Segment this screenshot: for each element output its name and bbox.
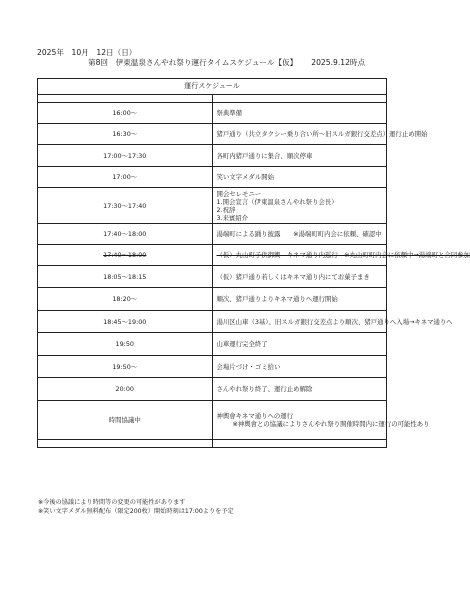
row-content xyxy=(212,224,387,245)
schedule-row xyxy=(38,356,387,378)
schedule-date: 2025年 10月 12日（日） xyxy=(37,48,137,57)
row-content xyxy=(212,288,387,311)
row-time: 17:30～17:40 xyxy=(38,188,213,224)
row-line: 2.祝辞 xyxy=(216,205,236,214)
schedule-row xyxy=(38,224,387,245)
note-item: ※笑い文字メダル無料配布（限定200枚）開始時刻は17:00よりを予定 xyxy=(38,508,234,515)
row-content xyxy=(212,333,387,356)
schedule-row xyxy=(38,378,387,401)
row-time: 16:00～ xyxy=(38,103,213,124)
row-line: 湯端町による踊り披露 ※湯端町町内会に依頼、確認中 xyxy=(216,230,382,238)
row-content xyxy=(212,103,387,124)
spacer-cell xyxy=(38,440,213,448)
spacer-cell xyxy=(212,95,387,103)
row-line: 湯川区山車（3基）、旧スルガ銀行交差点より順次、猪戸通りへ入場→キネマ通りへ xyxy=(216,317,453,326)
row-time: 18:20～ xyxy=(38,288,213,311)
note-item: ※今後の協議により時間等の変更の可能性があります xyxy=(38,499,186,506)
row-line: 笑い文字メダル開始 xyxy=(216,173,275,181)
row-content xyxy=(212,124,428,145)
row-line: 各町内猪戸通りに集合、順次停車 xyxy=(216,151,313,160)
spacer-row xyxy=(38,95,387,103)
row-content xyxy=(212,145,387,167)
row-time: 20:00 xyxy=(38,378,213,401)
schedule-row xyxy=(38,288,387,311)
row-content xyxy=(212,188,387,224)
table-heading: 運行スケジュール xyxy=(38,79,387,95)
row-line: 猪戸通り（共立タクシー乗り合い所～旧スルガ銀行交差点）運行止め開始 xyxy=(216,130,428,138)
schedule-table xyxy=(37,78,470,448)
schedule-row xyxy=(38,124,387,145)
row-line: さんやれ祭り終了、運行止め解除 xyxy=(216,385,313,393)
document-title xyxy=(88,57,365,68)
row-line: ※神輿會との協議によりさんやれ祭り開催時間内に運行の可能性あり xyxy=(232,420,430,428)
schedule-row xyxy=(38,266,387,288)
row-content xyxy=(212,167,387,188)
row-time: 18:45～19:00 xyxy=(38,311,213,333)
row-line: 3.来賓紹介 xyxy=(216,213,249,222)
row-content xyxy=(212,378,387,401)
updated-date: 2025.9.12時点 xyxy=(311,58,366,67)
row-time: 時間協議中 xyxy=(38,401,213,440)
row-line: （仮）猪戸通り若しくはキネマ通り内にてお菓子まき xyxy=(216,272,370,281)
spacer-cell xyxy=(38,95,213,103)
title-text: 第8回 伊東温泉さんやれ祭り運行タイムスケジュール【仮】 xyxy=(88,58,298,67)
row-line: 山車運行完全終了 xyxy=(216,340,268,348)
schedule-row xyxy=(38,401,387,440)
row-time: 17:40～18:00 xyxy=(38,224,213,245)
row-time: 17:40～18:00 xyxy=(38,245,213,266)
schedule-row xyxy=(38,311,387,333)
row-content xyxy=(212,245,470,266)
row-line: （仮）丸山町子供御輿 キネマ通り内巡行 ※丸山町町内会に依頼中→湯端町と合同参加 xyxy=(216,251,470,259)
row-line: 神輿會キネマ通りへの運行 xyxy=(216,412,294,420)
row-time: 17:00～ xyxy=(38,167,213,188)
spacer-row xyxy=(38,440,387,448)
row-line: 祭典準備 xyxy=(216,109,243,117)
row-content xyxy=(212,266,387,288)
row-time: 17:00～17:30 xyxy=(38,145,213,167)
row-line: 開会セレモニー xyxy=(216,189,262,198)
schedule-row xyxy=(38,188,387,224)
row-time: 16:30～ xyxy=(38,124,213,145)
row-content xyxy=(212,401,430,440)
table-heading-row xyxy=(38,79,387,95)
schedule-row xyxy=(38,167,387,188)
schedule-row xyxy=(38,333,387,356)
row-time: 19:50 xyxy=(38,333,213,356)
row-line: 1.開会宣言（伊東温泉さんやれ祭り会長） xyxy=(216,197,338,206)
row-time: 19:50～ xyxy=(38,356,213,378)
row-content xyxy=(212,311,453,333)
row-line: 順次、猪戸通りよりキネマ通りへ運行開始 xyxy=(216,295,338,303)
schedule-row xyxy=(38,245,387,266)
schedule-row xyxy=(38,145,387,167)
spacer-cell xyxy=(212,440,387,448)
row-time: 18:05～18:15 xyxy=(38,266,213,288)
notes xyxy=(38,498,234,516)
row-line: 会場片づけ・ゴミ拾い xyxy=(216,362,281,371)
row-content xyxy=(212,356,387,378)
schedule-row xyxy=(38,103,387,124)
